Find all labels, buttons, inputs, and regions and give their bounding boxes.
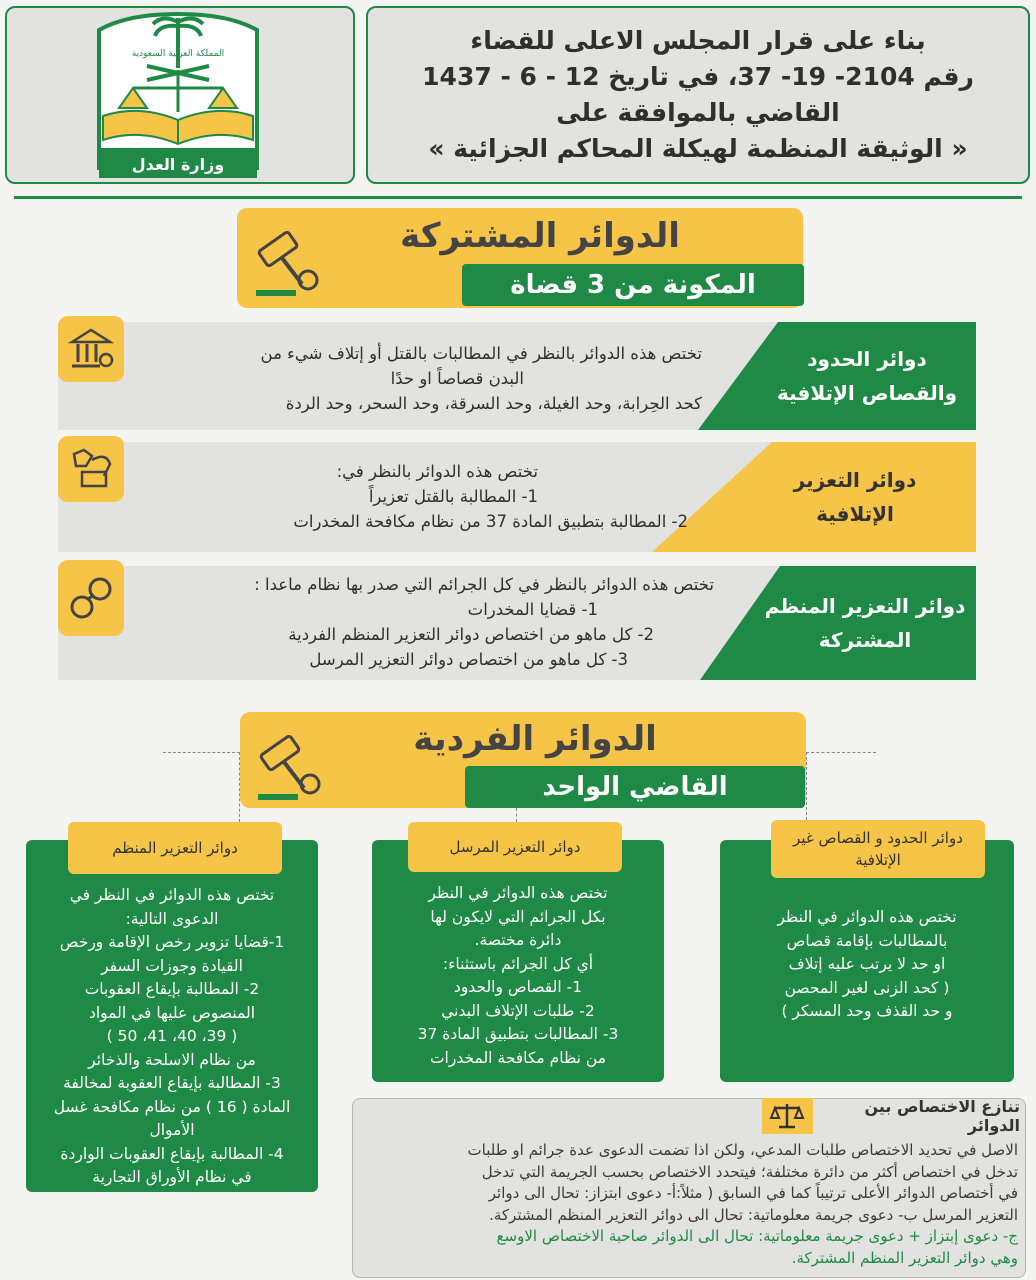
shared-row-3-label-line-2: المشتركة: [818, 628, 912, 652]
scales-icon: [769, 1102, 805, 1130]
box-3-line-7: ( 39، 40، 41، 50 ): [106, 1027, 238, 1045]
logo-top-text: المملكة العربية السعودية: [131, 49, 225, 59]
gavel-icon: [250, 226, 326, 302]
box-3-line-10: المادة ( 16 ) من نظام مكافحة غسل: [53, 1097, 291, 1116]
box-2-line-5: 1- القصاص والحدود: [453, 978, 583, 996]
ministry-logo-panel: [5, 6, 355, 184]
box-tazir-mursal: [372, 840, 664, 1082]
conflict-line-4: التعزير المرسل ب- دعوى جريمة معلوماتية: تحال الى دوائر التعزير المنظم المشتركة.: [489, 1205, 1018, 1224]
box-3-line-4: القيادة وجوزات السفر: [101, 956, 243, 975]
box-3-line-12: 4- المطالبة بإيقاع العقوبات الواردة: [60, 1144, 284, 1163]
conflict-title-row: [762, 1096, 1020, 1136]
box-3-line-13: في نظام الأوراق التجارية: [92, 1168, 252, 1186]
box-3-line-5: 2- المطالبة بإيقاع العقوبات: [84, 980, 260, 998]
box-1-line-1: تختص هذه الدوائر في النظر: [777, 908, 957, 926]
connector-middle: [516, 808, 517, 822]
box-1-line-4: ( كحد الزنى لغير المحصن: [784, 978, 950, 997]
box-1-title: دوائر الحدود و القصاص غير الإتلافية: [771, 820, 985, 878]
shared-row-3-line-1: تختص هذه الدوائر بالنظر في كل الجرائم التي صدر بها نظام ماعدا :: [254, 575, 714, 594]
shared-row-1-label-line-1: دوائر الحدود: [807, 347, 927, 371]
header-line-2: رقم 2104- 19- 37، في تاريخ 12 - 6 - 1437: [422, 62, 974, 91]
box-1-line-5: و حد القذف وحد المسكر ): [781, 1002, 953, 1020]
box-2-line-2: بكل الجرائم التي لايكون لها: [430, 907, 606, 926]
conflict-line-3: في أختصاص الدوائر الأعلى ترتيباً كما في السابق ( مثلاً:أ- دعوى ابتزاز: تحال الى دوائر: [488, 1184, 1018, 1202]
shared-row-2-label: [740, 442, 970, 552]
individual-circuits-title: الدوائر الفردية: [413, 719, 657, 759]
box-2-line-8: من نظام مكافحة المخدرات: [429, 1048, 607, 1067]
shared-row-3-line-2: 1- قضايا المخدرات: [467, 600, 598, 619]
connector-right: [806, 752, 876, 820]
header-line-3: القاضي بالموافقة على: [556, 98, 840, 127]
shared-row-2-line-1: تختص هذه الدوائر بالنظر في:: [336, 462, 538, 481]
shared-row-2-icon-box: [58, 436, 124, 502]
connector-left: [163, 752, 240, 822]
box-tazir-munazzam: [26, 840, 318, 1192]
shared-row-2-text: [130, 459, 688, 534]
box-3-line-6: المنصوص عليها في المواد: [88, 1003, 256, 1022]
box-2-line-3: دائرة مختصة.: [474, 931, 562, 949]
shared-row-2-label-line-1: دوائر التعزير: [793, 468, 917, 492]
shared-row-3-label: [756, 566, 974, 680]
scales-icon-box: [762, 1098, 813, 1134]
conflict-line-2: تدخل في اختصاص أكثر من دائرة مختلفة؛ فيتحدد الاختصاص بحسب الجريمة التي تدخل: [481, 1162, 1018, 1181]
box-2-line-6: 2- طلبات الإتلاف البدني: [441, 1001, 595, 1020]
shared-row-3-label-line-1: دوائر التعزير المنظم: [764, 594, 966, 618]
gavel-icon-2: [252, 730, 328, 806]
shared-row-1-line-1: تختص هذه الدوائر بالنظر في المطالبات بالقتل أو إتلاف شيء من: [260, 344, 702, 363]
shared-row-1-text: [130, 341, 702, 416]
shared-row-1-line-2: البدن قصاصاً او حدًا: [390, 369, 524, 388]
box-1-line-3: او حد لا يرتب عليه إتلاف: [788, 955, 946, 973]
conflict-text: [362, 1140, 1018, 1269]
box-2-line-7: 3- المطالبات بتطبيق المادة 37: [417, 1025, 619, 1043]
individual-circuits-subtitle: القاضي الواحد: [465, 766, 805, 808]
ministry-of-justice-logo: [7, 8, 353, 182]
shared-circuits-subtitle: المكونة من 3 قضاة: [462, 264, 804, 306]
shared-circuits-title: الدوائر المشتركة: [400, 216, 680, 256]
conflict-line-6: وهي دوائر التعزير المنظم المشتركة.: [791, 1248, 1018, 1267]
box-3-line-2: الدعوى التالية:: [125, 909, 219, 928]
box-1-line-2: بالمطالبات بإقامة قصاص: [786, 931, 948, 950]
box-2-line-1: تختص هذه الدوائر في النظر: [428, 884, 608, 902]
conflict-title: تنازع الاختصاص بين الدوائر: [864, 1097, 1020, 1135]
conflict-line-5: ج- دعوى إبتزاز + دعوى جريمة معلوماتية: تحال الى الدوائر صاحبة الاختصاص الاوسع: [496, 1227, 1018, 1245]
shared-row-2-label-line-2: الإتلافية: [816, 502, 894, 526]
box-3-line-11: الأموال: [149, 1121, 195, 1139]
handcuffs-icon: [68, 573, 114, 623]
conflict-line-1: الاصل في تحديد الاختصاص طلبات المدعي، ولكن اذا تضمت الدعوى عدة جرائم او طلبات: [467, 1141, 1018, 1159]
courthouse-icon: [68, 326, 114, 372]
shared-row-3-icon-box: [58, 560, 124, 636]
handcuff-hand-icon: [68, 446, 114, 492]
header-statement: [366, 6, 1030, 184]
shared-row-1-icon-box: [58, 316, 124, 382]
shared-row-3-line-4: 3- كل ماهو من اختصاص دوائر التعزير المرسل: [309, 650, 628, 669]
shared-row-3-text: [130, 572, 714, 672]
box-3-line-8: من نظام الاسلحة والذخائر: [88, 1050, 256, 1069]
shared-row-2-line-3: 2- المطالبة بتطبيق المادة 37 من نظام مكافحة المخدرات: [293, 512, 688, 531]
box-3-line-3: 1-قضايا تزوير رخص الإقامة ورخص: [59, 933, 285, 951]
box-3-line-9: 3- المطالبة بإيقاع العقوبة لمخالفة: [63, 1074, 281, 1092]
header-line-1: بناء على قرار المجلس الاعلى للقضاء: [470, 26, 926, 55]
box-3-line-1: تختص هذه الدوائر في النظر في: [69, 886, 275, 904]
shared-row-3-line-3: 2- كل ماهو من اختصاص دوائر التعزير المنظم الفردية: [288, 625, 654, 644]
box-3-title: دوائر التعزير المنظم: [68, 822, 282, 874]
header-line-4: « الوثيقة المنظمة لهيكلة المحاكم الجزائية »: [428, 134, 968, 163]
shared-row-2-line-2: 1- المطالبة بالقتل تعزيراً: [368, 487, 538, 506]
shared-row-1-label-line-2: والقصاص الإتلافية: [776, 381, 958, 405]
logo-label: وزارة العدل: [131, 155, 225, 174]
shared-row-1-line-3: كحد الحِرابة، وحد الغيلة، وحد السرقة، وحد السحر، وحد الردة: [285, 394, 702, 413]
box-2-title: دوائر التعزير المرسل: [408, 822, 622, 872]
header-divider: [14, 196, 1022, 199]
box-2-line-4: أي كل الجرائم باستثناء:: [442, 954, 594, 973]
shared-row-1-label: [760, 322, 974, 430]
